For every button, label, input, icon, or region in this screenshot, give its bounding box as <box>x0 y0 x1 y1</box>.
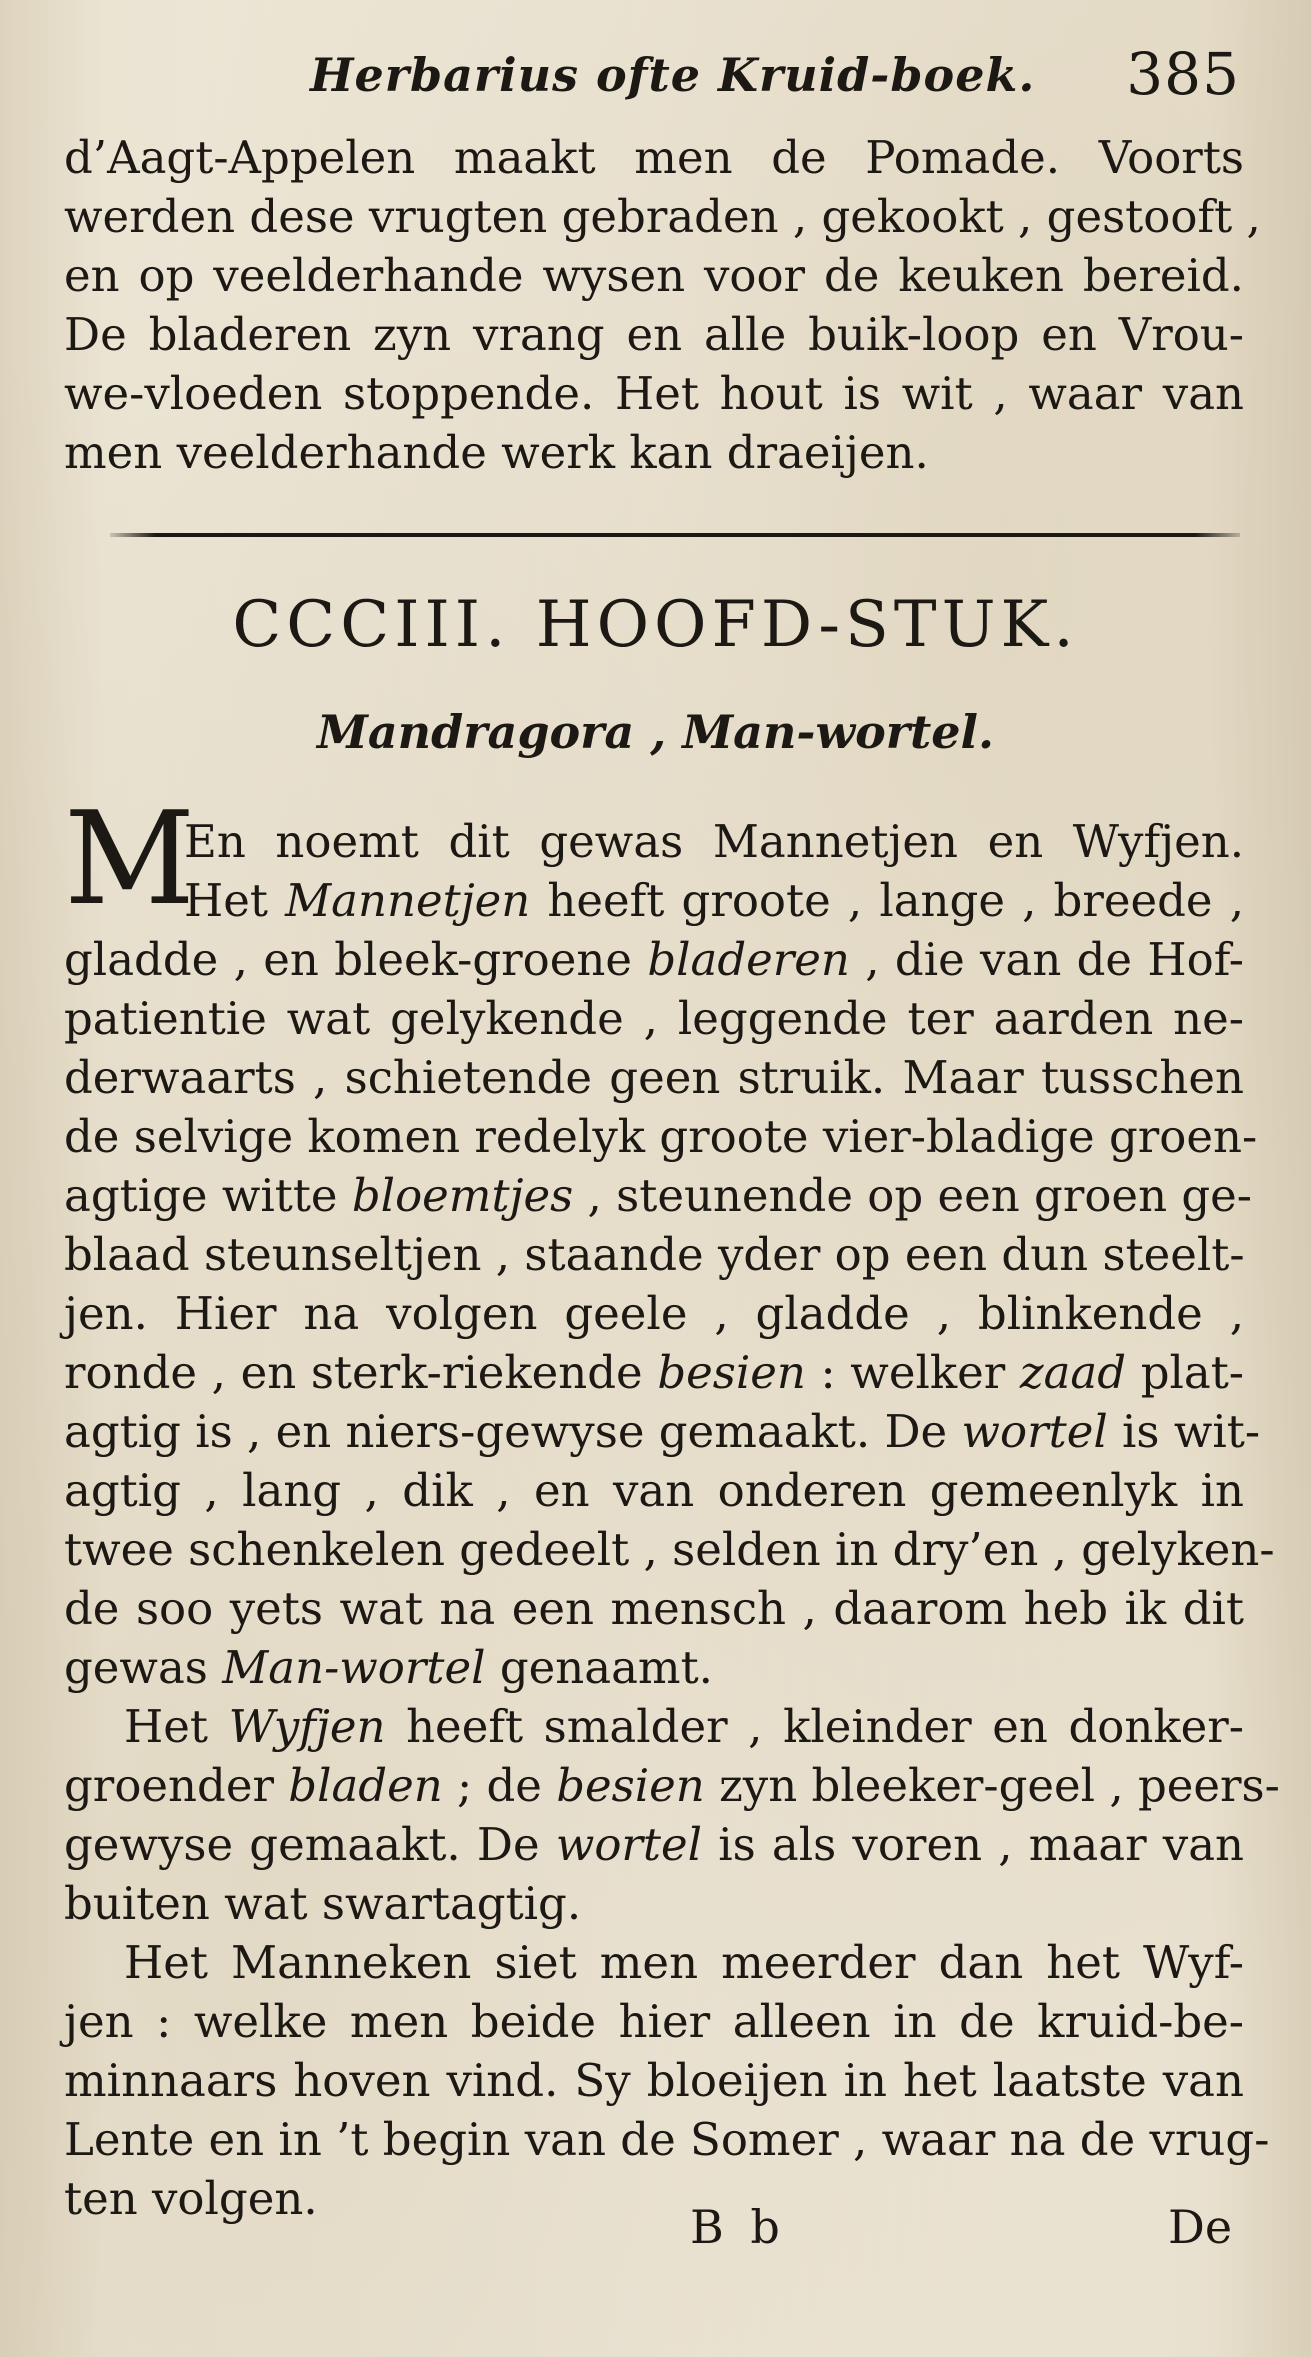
emphasis: bladeren <box>647 933 850 986</box>
catchword: De <box>1168 2200 1233 2254</box>
text-line: minnaars hoven vind. Sy bloeijen in het laatste van <box>64 2054 1244 2107</box>
text-line: d’Aagt-Appelen maakt men de Pomade. Voorts <box>64 131 1244 184</box>
emphasis: bladen <box>288 1759 443 1812</box>
emphasis: zaad <box>1019 1346 1127 1399</box>
text-line: twee schenkelen gedeelt , selden in dry’en , gelyken- <box>64 1523 1275 1576</box>
chapter-subtitle: Mandragora , Man-wortel. <box>316 705 995 759</box>
text-line: gewas Man-wortel genaamt. <box>64 1641 713 1694</box>
text-line: gladde , en bleek-groene bladeren , die van de Hof- <box>64 933 1244 986</box>
emphasis: besien <box>556 1759 705 1812</box>
emphasis: wortel <box>961 1405 1108 1458</box>
text-line: ronde , en sterk-riekende besien : welker zaad plat- <box>64 1346 1245 1399</box>
emphasis: bloemtjes <box>351 1169 574 1222</box>
emphasis: besien <box>657 1346 806 1399</box>
text-line: Het Mannetjen heeft groote , lange , breede , <box>184 874 1244 927</box>
emphasis: Mannetjen <box>285 874 531 927</box>
text-line: buiten wat swartagtig. <box>64 1877 582 1930</box>
text-line: groender bladen ; de besien zyn bleeker-geel , peers- <box>64 1759 1280 1812</box>
text-line: we-vloeden stoppende. Het hout is wit , waar van <box>64 367 1244 420</box>
running-title: Herbarius ofte Kruid-boek. <box>310 48 1036 102</box>
drop-cap: M <box>64 785 196 934</box>
text-line: agtige witte bloemtjes , steunende op een groen ge- <box>64 1169 1252 1222</box>
text-line: de soo yets wat na een mensch , daarom heb ik dit <box>64 1582 1244 1635</box>
emphasis: Man-wortel <box>222 1641 486 1694</box>
text-line: Het Manneken siet men meerder dan het Wyf- <box>124 1936 1244 1989</box>
text-line: Lente en in ’t begin van de Somer , waar na de vrug- <box>64 2113 1270 2166</box>
section-divider <box>110 533 1240 537</box>
emphasis: Wyfjen <box>228 1700 386 1753</box>
text-line: de selvige komen redelyk groote vier-bladige groen- <box>64 1110 1258 1163</box>
text-line: En noemt dit gewas Mannetjen en Wyfjen. <box>184 815 1244 868</box>
page-number: 385 <box>1126 40 1240 108</box>
page-header <box>60 40 1250 120</box>
text-line: derwaarts , schietende geen struik. Maar tusschen <box>64 1051 1244 1104</box>
text-line: gewyse gemaakt. De wortel is als voren , maar van <box>64 1818 1244 1871</box>
text-line: werden dese vrugten gebraden , gekookt , gestooft , <box>64 190 1261 243</box>
text-line: en op veelderhande wysen voor de keuken bereid. <box>64 249 1244 302</box>
continued-paragraph <box>64 128 1261 482</box>
text-line: De bladeren zyn vrang en alle buik-loop en Vrou- <box>64 308 1244 361</box>
chapter-body <box>64 812 1280 2228</box>
emphasis: wortel <box>555 1818 703 1871</box>
text-line: patientie wat gelykende , leggende ter aarden ne- <box>64 992 1244 1045</box>
text-line: Het Wyfjen heeft smalder , kleinder en donker- <box>124 1700 1244 1753</box>
signature-mark: B b <box>690 2200 786 2254</box>
text-line: ten volgen. <box>64 2172 318 2225</box>
text-line: agtig is , en niers-gewyse gemaakt. De wortel is wit- <box>64 1405 1261 1458</box>
text-line: blaad steunseltjen , staande yder op een dun steelt- <box>64 1228 1245 1281</box>
text-line: agtig , lang , dik , en van onderen gemeenlyk in <box>64 1464 1244 1517</box>
text-line: jen. Hier na volgen geele , gladde , blinkende , <box>64 1287 1244 1340</box>
text-line: jen : welke men beide hier alleen in de kruid-be- <box>64 1995 1244 2048</box>
chapter-heading: CCCIII. HOOFD-STUK. <box>232 588 1079 662</box>
text-line: men veelderhande werk kan draeijen. <box>64 426 929 479</box>
